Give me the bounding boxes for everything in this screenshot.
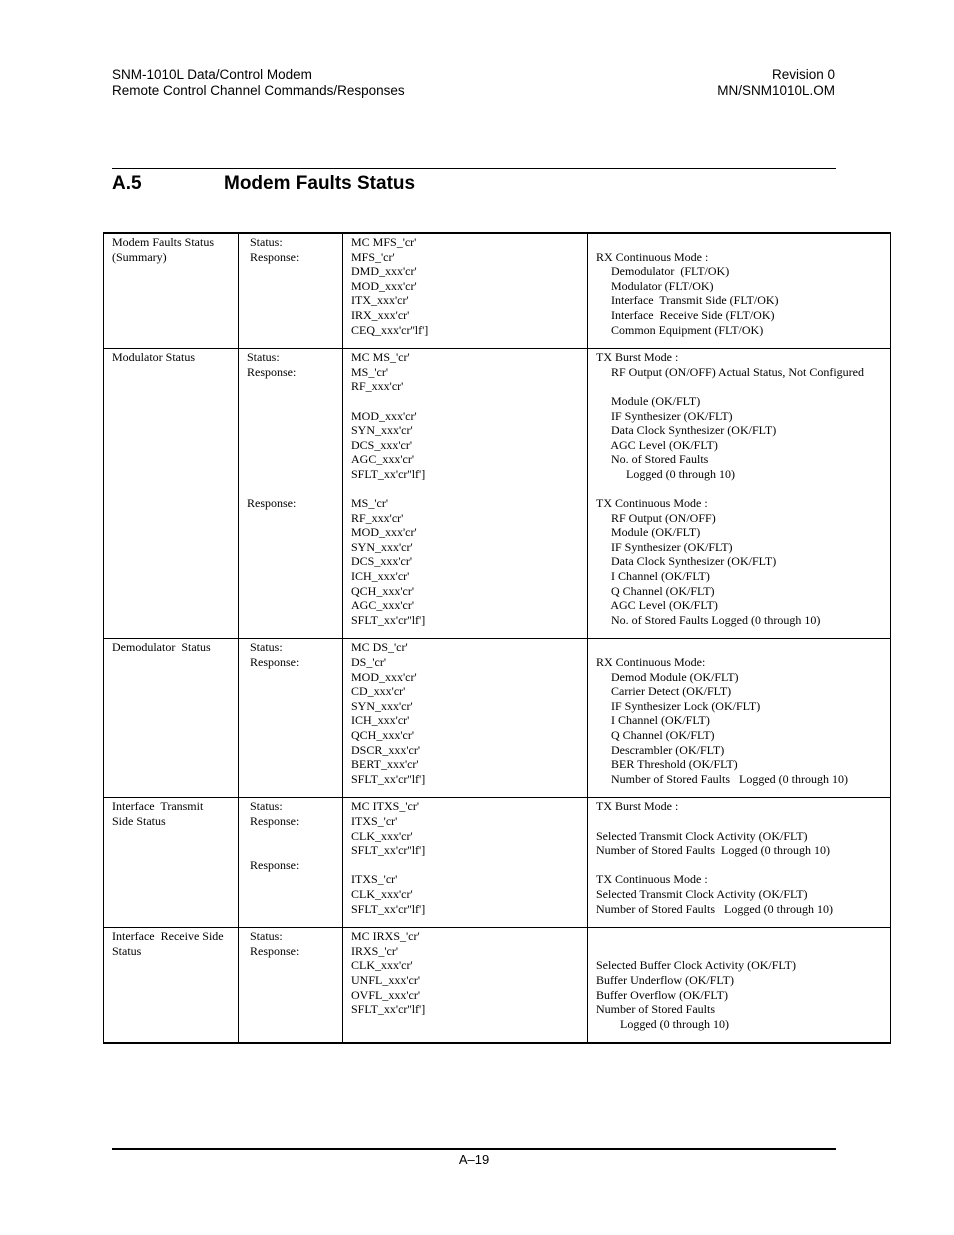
fault-description-line: Logged (0 through 10): [596, 1016, 729, 1031]
command-syntax-line: ICH_xxx'cr': [351, 569, 410, 584]
command-syntax-line: CLK_xxx'cr': [351, 958, 413, 973]
fault-description-line: Data Clock Synthesizer (OK/FLT): [596, 554, 777, 569]
message-type-line: Response:: [247, 943, 300, 958]
command-syntax-line: RF_xxx'cr': [351, 510, 404, 525]
command-name-line: (Summary): [112, 249, 167, 264]
footer-divider: [112, 1148, 836, 1150]
message-type-cell: [239, 639, 343, 798]
table-row: [104, 798, 891, 928]
message-type-line: [247, 829, 336, 844]
command-syntax-line: RF_xxx'cr': [351, 379, 404, 394]
command-name-cell: [104, 349, 239, 639]
message-type-cell: [239, 798, 343, 928]
fault-description-line: Buffer Overflow (OK/FLT): [596, 987, 728, 1002]
command-syntax-line: DMD_xxx'cr': [351, 264, 417, 279]
fault-description-line: Descrambler (OK/FLT): [596, 742, 725, 757]
fault-description-line: [596, 640, 884, 655]
command-syntax-line: MFS_'cr': [351, 249, 395, 264]
command-name-line: Modulator Status: [112, 350, 195, 365]
command-syntax-line: MOD_xxx'cr': [351, 408, 417, 423]
fault-description-line: I Channel (OK/FLT): [596, 569, 710, 584]
fault-description-line: RF Output (ON/OFF) Actual Status, Not Configured: [596, 364, 865, 379]
manual-number: MN/SNM1010L.OM: [717, 83, 835, 98]
table-row: [104, 349, 891, 639]
section-title: Modem Faults Status: [224, 173, 416, 194]
fault-description-line: [596, 929, 884, 944]
fault-description-line: Demodulator (FLT/OK): [596, 264, 730, 279]
message-type-line: [247, 379, 336, 394]
command-name-line: Modem Faults Status: [112, 235, 215, 249]
command-name-line: Side Status: [112, 813, 166, 828]
command-syntax-line: SFLT_xx'cr''lf']: [351, 612, 426, 627]
message-type-line: [247, 409, 336, 424]
fault-description-line: Data Clock Synthesizer (OK/FLT): [596, 423, 777, 438]
fault-description-line: TX Burst Mode :: [596, 799, 679, 814]
command-syntax-line: CLK_xxx'cr': [351, 886, 413, 901]
document-subtitle: Remote Control Channel Commands/Responses: [112, 83, 405, 98]
command-syntax-line: [351, 858, 581, 873]
message-type-line: Status:: [247, 640, 283, 655]
message-type-cell: [239, 349, 343, 639]
fault-description-line: IF Synthesizer (OK/FLT): [596, 539, 733, 554]
command-name-line: Interface Receive Side: [112, 929, 224, 944]
table-row: [104, 928, 891, 1044]
message-type-line: Status:: [247, 929, 283, 944]
fault-description-line: IF Synthesizer (OK/FLT): [596, 408, 733, 423]
command-syntax-line: AGC_xxx'cr': [351, 452, 414, 467]
command-syntax-cell: [343, 233, 588, 349]
command-syntax-line: DS_'cr': [351, 655, 386, 670]
command-syntax-line: MS_'cr': [351, 496, 388, 511]
fault-description-line: Modulator (FLT/OK): [596, 278, 714, 293]
fault-description-line: [596, 379, 884, 394]
fault-description-line: IF Synthesizer Lock (OK/FLT): [596, 698, 761, 713]
command-syntax-line: CLK_xxx'cr': [351, 828, 413, 843]
fault-description-line: [596, 482, 884, 497]
command-syntax-line: SFLT_xx'cr''lf']: [351, 1002, 426, 1017]
message-type-line: [247, 423, 336, 438]
command-syntax-cell: [343, 349, 588, 639]
fault-description-line: AGC Level (OK/FLT): [596, 437, 718, 452]
command-syntax-line: [351, 394, 581, 409]
fault-description-line: Module (OK/FLT): [596, 393, 701, 408]
fault-description-line: [596, 235, 884, 250]
table-row: [104, 233, 891, 349]
fault-description-line: Number of Stored Faults: [596, 1002, 715, 1017]
command-syntax-line: SFLT_xx'cr''lf']: [351, 901, 426, 916]
fault-description-cell: [588, 928, 891, 1044]
message-type-line: [247, 843, 336, 858]
fault-description-line: Q Channel (OK/FLT): [596, 728, 715, 742]
fault-description-line: AGC Level (OK/FLT): [596, 598, 718, 613]
fault-description-line: Interface Receive Side (FLT/OK): [596, 307, 775, 322]
message-type-line: Status:: [247, 350, 280, 365]
message-type-line: Status:: [247, 799, 283, 814]
fault-description-line: Demod Module (OK/FLT): [596, 669, 739, 684]
command-name-cell: [104, 233, 239, 349]
revision-label: Revision 0: [771, 67, 835, 82]
command-name-cell: [104, 798, 239, 928]
fault-description-line: RF Output (ON/OFF): [596, 510, 716, 525]
table-row: [104, 639, 891, 798]
command-name-cell: [104, 639, 239, 798]
fault-description-line: RX Continuous Mode :: [596, 249, 709, 264]
command-syntax-line: MC ITXS_'cr': [351, 799, 419, 814]
faults-status-table: [103, 232, 891, 1044]
command-syntax-line: MC DS_'cr': [351, 640, 408, 655]
command-syntax-line: SYN_xxx'cr': [351, 423, 413, 438]
fault-description-line: No. of Stored Faults Logged (0 through 10): [596, 612, 821, 627]
fault-description-line: TX Continuous Mode :: [596, 872, 708, 887]
fault-description-line: Selected Transmit Clock Activity (OK/FLT): [596, 886, 808, 901]
fault-description-line: BER Threshold (OK/FLT): [596, 757, 738, 772]
fault-description-line: TX Continuous Mode :: [596, 496, 708, 511]
command-syntax-line: UNFL_xxx'cr': [351, 972, 420, 987]
command-syntax-line: ITXS_'cr': [351, 872, 398, 887]
command-syntax-line: IRXS_'cr': [351, 943, 398, 958]
command-syntax-line: ITXS_'cr': [351, 813, 398, 828]
fault-description-line: Number of Stored Faults Logged (0 through 10): [596, 771, 848, 786]
message-type-line: Response:: [247, 496, 297, 511]
command-syntax-line: MOD_xxx'cr': [351, 278, 417, 293]
command-syntax-line: SYN_xxx'cr': [351, 539, 413, 554]
command-syntax-line: MC MFS_'cr': [351, 235, 417, 249]
message-type-line: Status:: [247, 235, 283, 249]
page-number: A–19: [458, 1152, 490, 1167]
fault-description-cell: [588, 798, 891, 928]
command-syntax-line: BERT_xxx'cr': [351, 757, 419, 772]
message-type-line: [247, 438, 336, 453]
message-type-line: Response:: [247, 857, 300, 872]
message-type-line: Response:: [247, 364, 297, 379]
fault-description-cell: [588, 233, 891, 349]
command-syntax-cell: [343, 639, 588, 798]
fault-description-line: Selected Transmit Clock Activity (OK/FLT): [596, 828, 808, 843]
command-syntax-line: MC IRXS_'cr': [351, 929, 420, 944]
command-syntax-line: QCH_xxx'cr': [351, 583, 414, 598]
command-syntax-line: MOD_xxx'cr': [351, 669, 417, 684]
fault-description-line: Logged (0 through 10): [596, 466, 735, 481]
fault-description-line: No. of Stored Faults: [596, 452, 709, 467]
fault-description-line: Interface Transmit Side (FLT/OK): [596, 293, 779, 308]
command-syntax-line: MS_'cr': [351, 364, 388, 379]
fault-description-line: [596, 858, 884, 873]
fault-description-line: Selected Buffer Clock Activity (OK/FLT): [596, 958, 796, 973]
command-syntax-cell: [343, 798, 588, 928]
command-syntax-line: MOD_xxx'cr': [351, 525, 417, 540]
page-header-right: [717, 67, 835, 99]
command-syntax-line: DSCR_xxx'cr': [351, 742, 420, 757]
message-type-line: Response:: [247, 249, 300, 264]
fault-description-cell: [588, 639, 891, 798]
command-syntax-line: [351, 482, 581, 497]
command-syntax-line: SFLT_xx'cr''lf']: [351, 466, 426, 481]
section-number: A.5: [112, 173, 142, 194]
command-syntax-line: MC MS_'cr': [351, 350, 410, 365]
command-syntax-line: DCS_xxx'cr': [351, 554, 412, 569]
command-syntax-line: DCS_xxx'cr': [351, 437, 412, 452]
header-divider: [112, 168, 836, 169]
faults-table-body: [104, 233, 891, 1043]
fault-description-line: I Channel (OK/FLT): [596, 713, 710, 728]
command-syntax-line: SFLT_xx'cr''lf']: [351, 843, 426, 858]
command-syntax-line: AGC_xxx'cr': [351, 598, 414, 613]
message-type-cell: [239, 928, 343, 1044]
command-syntax-line: CD_xxx'cr': [351, 684, 406, 699]
page-header-left: [112, 67, 405, 99]
message-type-cell: [239, 233, 343, 349]
command-syntax-line: IRX_xxx'cr': [351, 307, 410, 322]
message-type-line: [247, 452, 336, 467]
fault-description-line: Number of Stored Faults Logged (0 through 10): [596, 843, 830, 858]
command-syntax-line: ICH_xxx'cr': [351, 713, 410, 728]
command-syntax-line: QCH_xxx'cr': [351, 728, 414, 742]
command-name-line: Demodulator Status: [112, 640, 211, 655]
fault-description-line: TX Burst Mode :: [596, 350, 679, 365]
message-type-line: [247, 394, 336, 409]
fault-description-line: Number of Stored Faults Logged (0 through 10): [596, 901, 833, 916]
fault-description-line: [596, 944, 884, 959]
document-title: SNM-1010L Data/Control Modem: [112, 67, 312, 82]
message-type-line: [247, 467, 336, 482]
fault-description-line: RX Continuous Mode:: [596, 655, 706, 670]
command-syntax-line: ITX_xxx'cr': [351, 293, 409, 308]
command-syntax-cell: [343, 928, 588, 1044]
fault-description-line: Buffer Underflow (OK/FLT): [596, 972, 734, 987]
command-name-line: Interface Transmit: [112, 799, 204, 814]
fault-description-cell: [588, 349, 891, 639]
message-type-line: Response:: [247, 813, 300, 828]
fault-description-line: Carrier Detect (OK/FLT): [596, 684, 732, 699]
command-syntax-line: CEQ_xxx'cr''lf']: [351, 322, 429, 337]
command-syntax-line: SYN_xxx'cr': [351, 698, 413, 713]
command-name-cell: [104, 928, 239, 1044]
message-type-line: Response:: [247, 655, 300, 670]
fault-description-line: Common Equipment (FLT/OK): [596, 322, 764, 337]
fault-description-line: Q Channel (OK/FLT): [596, 583, 715, 598]
fault-description-line: Module (OK/FLT): [596, 525, 701, 540]
command-name-line: Status: [112, 943, 142, 958]
fault-description-line: [596, 814, 884, 829]
command-syntax-line: SFLT_xx'cr''lf']: [351, 771, 426, 786]
message-type-line: [247, 482, 336, 497]
command-syntax-line: OVFL_xxx'cr': [351, 987, 420, 1002]
